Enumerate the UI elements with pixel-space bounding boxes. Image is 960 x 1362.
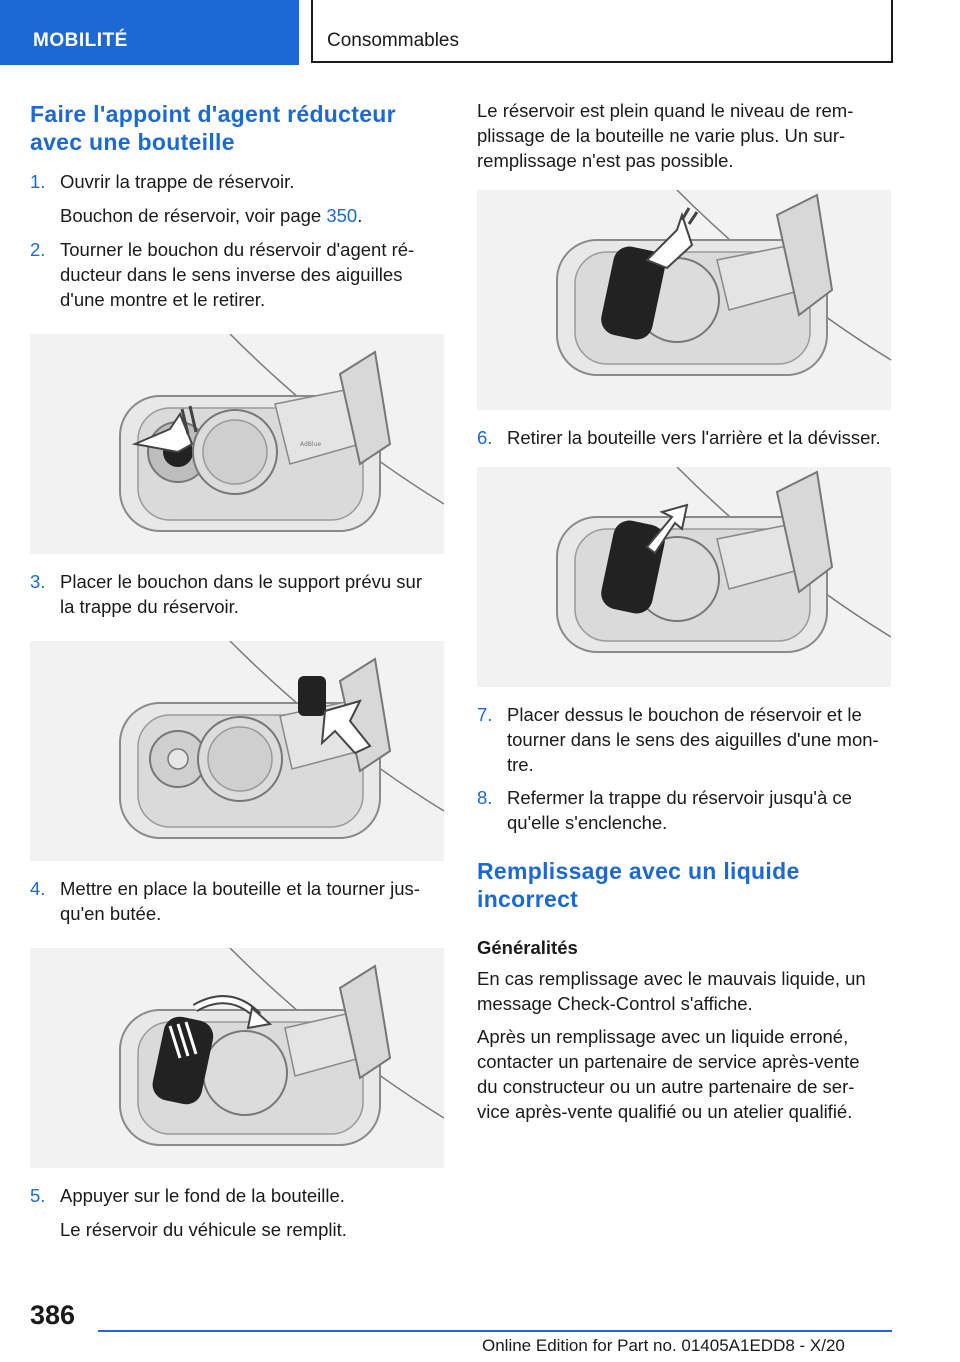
para-line: En cas remplissage avec le mauvais liquide, un: [477, 968, 866, 989]
para-line: plissage de la bouteille ne varie plus. Un sur‐: [477, 125, 846, 146]
page-reference-link[interactable]: 350: [326, 205, 358, 226]
step-line: qu'en butée.: [60, 903, 162, 924]
step-number: 8.: [477, 787, 493, 808]
illustration-bottle-full: [477, 190, 891, 410]
section-heading: [30, 100, 444, 156]
para-line: contacter un partenaire de service après-vente: [477, 1051, 860, 1072]
illustration-cap-removal: [30, 334, 444, 554]
step-number: 5.: [30, 1185, 46, 1206]
step-text: Appuyer sur le fond de la bouteille.: [60, 1185, 345, 1206]
section-tab-label: MOBILITÉ: [33, 30, 128, 51]
step-7: [477, 702, 891, 777]
step-text: Retirer la bouteille vers l'arrière et la dévisser.: [507, 427, 881, 448]
step-number: 3.: [30, 571, 46, 592]
step-line: Mettre en place la bouteille et la tourner jus‐: [60, 878, 420, 899]
para-line: du constructeur ou un autre partenaire de ser‐: [477, 1076, 855, 1097]
paragraph-check-control: [477, 966, 891, 1016]
footer-divider: [98, 1330, 892, 1332]
illustration-cap-holder: [30, 641, 444, 861]
para-line: Après un remplissage avec un liquide erroné,: [477, 1026, 849, 1047]
step-line: qu'elle s'enclenche.: [507, 812, 668, 833]
chapter-tab-label: Consommables: [327, 30, 459, 51]
chapter-tab: [311, 0, 893, 63]
subheading-general: Généralités: [477, 937, 578, 958]
step-5-note: [30, 1217, 444, 1242]
intro-paragraph: [477, 98, 891, 173]
step-1-note: [30, 203, 444, 228]
illustration-remove-bottle: [477, 467, 891, 687]
step-4: [30, 876, 444, 926]
para-line: Le réservoir est plein quand le niveau de rem‐: [477, 100, 854, 121]
illustration-insert-bottle: [30, 948, 444, 1168]
para-line: remplissage n'est pas possible.: [477, 150, 734, 171]
step-number: 2.: [30, 239, 46, 260]
para-line: vice après-vente qualifié ou un atelier qualifié.: [477, 1101, 853, 1122]
step-number: 6.: [477, 427, 493, 448]
step-1: [30, 169, 444, 194]
svg-text:AdBlue: AdBlue: [300, 441, 322, 448]
right-column: [477, 98, 891, 1124]
para-line: message Check-Control s'affiche.: [477, 993, 753, 1014]
step-line: la trappe du réservoir.: [60, 596, 239, 617]
step-line: Tourner le bouchon du réservoir d'agent ré‐: [60, 239, 415, 260]
step-number: 1.: [30, 171, 46, 192]
page-number: 386: [30, 1300, 76, 1330]
heading-line: incorrect: [477, 886, 579, 912]
left-column: [30, 100, 444, 1242]
step-line: tourner dans le sens des aiguilles d'une mon‐: [507, 729, 879, 750]
step-2: [30, 237, 444, 312]
heading-line: Remplissage avec un liquide: [477, 858, 800, 884]
step-3: [30, 569, 444, 619]
step-line: ducteur dans le sens inverse des aiguilles: [60, 264, 403, 285]
step-line: Placer le bouchon dans le support prévu sur: [60, 571, 422, 592]
step-line: Placer dessus le bouchon de réservoir et le: [507, 704, 862, 725]
step-6: [477, 425, 891, 450]
step-line: Refermer la trappe du réservoir jusqu'à ce: [507, 787, 852, 808]
note-text: Le réservoir du véhicule se remplit.: [60, 1219, 347, 1240]
step-number: 7.: [477, 704, 493, 725]
section-heading-incorrect-liquid: [477, 857, 891, 913]
heading-line: Faire l'appoint d'agent réducteur: [30, 101, 396, 127]
step-number: 4.: [30, 878, 46, 899]
note-suffix: .: [357, 205, 363, 226]
edition-text: Online Edition for Part no. 01405A1EDD8 - X/20: [482, 1336, 845, 1355]
step-line: tre.: [507, 754, 534, 775]
step-text: Ouvrir la trappe de réservoir.: [60, 171, 295, 192]
step-line: d'une montre et le retirer.: [60, 289, 266, 310]
paragraph-contact-service: [477, 1024, 891, 1124]
section-tab: [0, 0, 299, 65]
note-text: Bouchon de réservoir, voir page: [60, 205, 327, 226]
heading-line: avec une bouteille: [30, 129, 235, 155]
step-5: [30, 1183, 444, 1208]
step-8: [477, 785, 891, 835]
